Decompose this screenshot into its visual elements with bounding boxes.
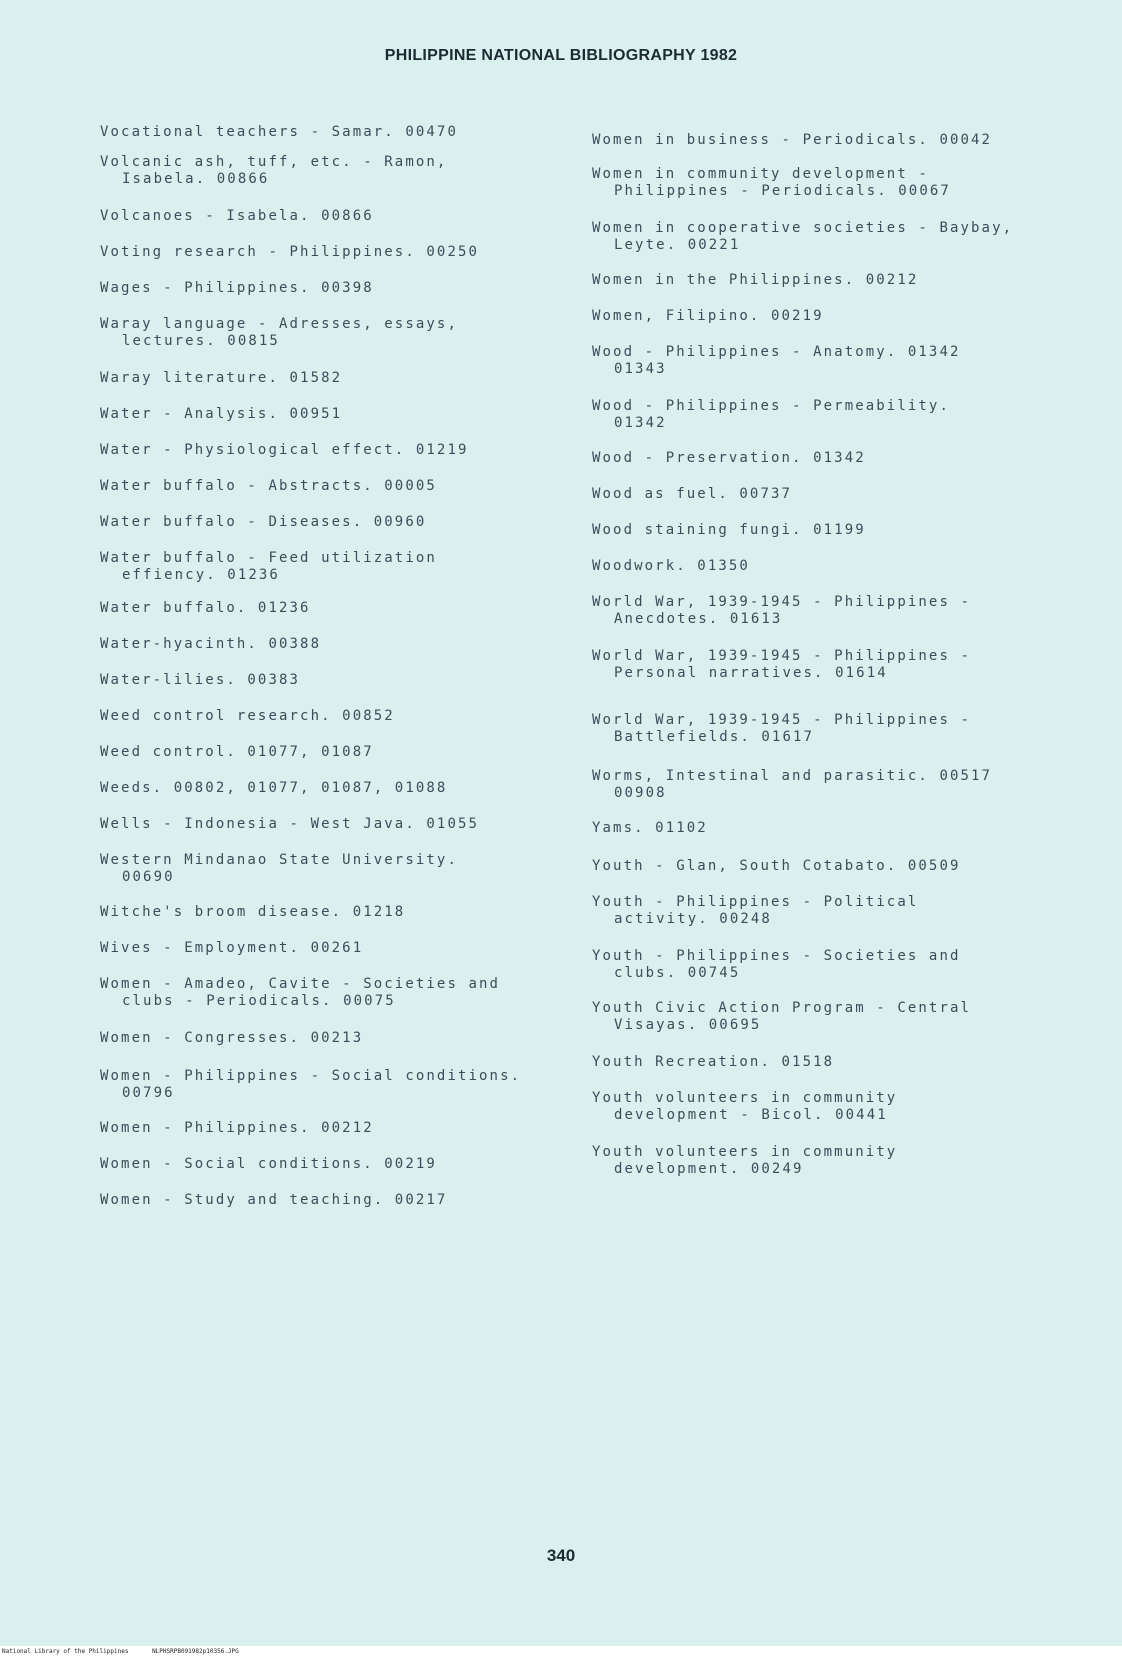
entry-heading: Women, Filipino. 00219 — [592, 308, 824, 324]
index-entry — [100, 478, 437, 495]
entry-continuation: Visayas. 00695 — [614, 1017, 762, 1033]
entry-heading: Women - Congresses. 00213 — [100, 1030, 364, 1046]
index-entry — [592, 594, 971, 628]
entry-heading: Yams. 01102 — [592, 820, 708, 836]
index-entry — [592, 648, 971, 682]
index-entry — [100, 780, 447, 797]
entry-heading: World War, 1939-1945 - Philippines - — [592, 594, 972, 610]
entry-continuation: lectures. 00815 — [122, 333, 280, 349]
entry-heading: Youth Recreation. 01518 — [592, 1054, 835, 1070]
index-entry — [100, 1030, 363, 1047]
index-entry — [100, 514, 426, 531]
entry-heading: Waray literature. 01582 — [100, 370, 343, 386]
index-entry — [592, 450, 866, 467]
entry-heading: Voting research - Philippines. 00250 — [100, 244, 480, 260]
entry-heading: Women - Amadeo, Cavite - Societies and — [100, 976, 501, 992]
index-entry — [100, 316, 458, 350]
entry-heading: Women - Philippines - Social conditions. — [100, 1068, 522, 1084]
entry-continuation: development. 00249 — [614, 1161, 804, 1177]
entry-heading: Youth - Glan, South Cotabato. 00509 — [592, 858, 961, 874]
entry-heading: Wood as fuel. 00737 — [592, 486, 793, 502]
entry-heading: Witche's broom disease. 01218 — [100, 904, 406, 920]
index-entry — [592, 1090, 897, 1124]
index-entry — [100, 708, 395, 725]
index-entry — [592, 398, 950, 432]
index-entry — [592, 558, 750, 575]
entry-continuation: 01343 — [614, 361, 667, 377]
entry-heading: Women in the Philippines. 00212 — [592, 272, 919, 288]
index-entry — [100, 442, 469, 459]
entry-continuation: Leyte. 00221 — [614, 237, 741, 253]
entry-heading: Weed control. 01077, 01087 — [100, 744, 374, 760]
entry-continuation: activity. 00248 — [614, 911, 772, 927]
index-entry — [100, 976, 500, 1010]
index-entry — [592, 820, 708, 837]
entry-continuation: Philippines - Periodicals. 00067 — [614, 183, 951, 199]
index-entry — [100, 154, 447, 188]
entry-heading: Wood - Philippines - Anatomy. 01342 — [592, 344, 961, 360]
index-entry — [592, 132, 992, 149]
entry-heading: Youth Civic Action Program - Central — [592, 1000, 972, 1016]
index-entry — [100, 744, 374, 761]
entry-heading: Wood - Philippines - Permeability. — [592, 398, 950, 414]
index-entry — [592, 858, 961, 875]
footer-file: NLPHSRPB091982p10356.JPG — [152, 1648, 239, 1655]
index-entry — [592, 486, 792, 503]
page-number: 340 — [546, 1546, 576, 1565]
entry-heading: Youth volunteers in community — [592, 1144, 898, 1160]
index-entry — [100, 600, 311, 617]
index-entry — [592, 220, 1013, 254]
entry-heading: Wives - Employment. 00261 — [100, 940, 364, 956]
index-entry — [592, 894, 918, 928]
index-entry — [100, 672, 300, 689]
entry-heading: Western Mindanao State University. — [100, 852, 458, 868]
entry-heading: Youth - Philippines - Political — [592, 894, 919, 910]
entry-heading: Women in cooperative societies - Baybay, — [592, 220, 1014, 236]
entry-heading: Worms, Intestinal and parasitic. 00517 — [592, 768, 993, 784]
index-entry — [100, 1192, 447, 1209]
index-entry — [100, 550, 437, 584]
index-entry — [100, 280, 374, 297]
index-entry — [592, 522, 866, 539]
entry-heading: World War, 1939-1945 - Philippines - — [592, 648, 972, 664]
entry-continuation: clubs. 00745 — [614, 965, 741, 981]
entry-heading: Wood staining fungi. 01199 — [592, 522, 866, 538]
index-entry — [592, 712, 971, 746]
entry-heading: Water-lilies. 00383 — [100, 672, 301, 688]
index-entry — [100, 904, 405, 921]
entry-heading: Water buffalo - Diseases. 00960 — [100, 514, 427, 530]
entry-heading: Women - Study and teaching. 00217 — [100, 1192, 448, 1208]
entry-continuation: 00796 — [122, 1085, 175, 1101]
index-entry — [100, 124, 458, 141]
index-entry — [100, 940, 363, 957]
entry-continuation: Isabela. 00866 — [122, 171, 270, 187]
index-entry — [592, 1054, 834, 1071]
entry-heading: Vocational teachers - Samar. 00470 — [100, 124, 458, 140]
index-entry — [100, 208, 374, 225]
entry-heading: Women in business - Periodicals. 00042 — [592, 132, 993, 148]
entry-heading: Water-hyacinth. 00388 — [100, 636, 322, 652]
entry-heading: Waray language - Adresses, essays, — [100, 316, 458, 332]
entry-heading: Woodwork. 01350 — [592, 558, 750, 574]
page-title: PHILIPPINE NATIONAL BIBLIOGRAPHY 1982 — [384, 47, 738, 64]
entry-continuation: Personal narratives. 01614 — [614, 665, 888, 681]
entry-continuation: Anecdotes. 01613 — [614, 611, 783, 627]
entry-heading: Water - Analysis. 00951 — [100, 406, 343, 422]
index-entry — [100, 1156, 437, 1173]
entry-continuation: development - Bicol. 00441 — [614, 1107, 888, 1123]
index-entry — [592, 308, 824, 325]
entry-continuation: 00908 — [614, 785, 667, 801]
entry-continuation: 00690 — [122, 869, 175, 885]
entry-heading: Wood - Preservation. 01342 — [592, 450, 866, 466]
index-entry — [100, 1068, 521, 1102]
index-entry — [592, 1144, 897, 1178]
index-entry — [592, 344, 961, 378]
index-entry — [100, 406, 342, 423]
entry-heading: Women - Social conditions. 00219 — [100, 1156, 437, 1172]
entry-heading: World War, 1939-1945 - Philippines - — [592, 712, 972, 728]
entry-heading: Volcanoes - Isabela. 00866 — [100, 208, 374, 224]
entry-heading: Volcanic ash, tuff, etc. - Ramon, — [100, 154, 448, 170]
entry-heading: Water - Physiological effect. 01219 — [100, 442, 469, 458]
index-entry — [100, 370, 342, 387]
index-entry — [592, 1000, 971, 1034]
entry-heading: Wells - Indonesia - West Java. 01055 — [100, 816, 480, 832]
entry-heading: Women - Philippines. 00212 — [100, 1120, 374, 1136]
index-entry — [100, 852, 458, 886]
entry-continuation: clubs - Periodicals. 00075 — [122, 993, 396, 1009]
index-entry — [100, 1120, 374, 1137]
entry-heading: Youth - Philippines - Societies and — [592, 948, 961, 964]
entry-continuation: effiency. 01236 — [122, 567, 280, 583]
index-entry — [592, 272, 918, 289]
index-entry — [592, 768, 992, 802]
index-entry — [592, 948, 961, 982]
entry-heading: Weed control research. 00852 — [100, 708, 395, 724]
entry-heading: Wages - Philippines. 00398 — [100, 280, 374, 296]
index-entry — [100, 816, 479, 833]
entry-heading: Youth volunteers in community — [592, 1090, 898, 1106]
footer-library: National Library of the Philippines — [2, 1648, 129, 1655]
entry-heading: Water buffalo. 01236 — [100, 600, 311, 616]
index-entry — [100, 244, 479, 261]
index-entry — [100, 636, 321, 653]
entry-heading: Weeds. 00802, 01077, 01087, 01088 — [100, 780, 448, 796]
entry-continuation: 01342 — [614, 415, 667, 431]
entry-heading: Water buffalo - Feed utilization — [100, 550, 437, 566]
entry-heading: Women in community development - — [592, 166, 929, 182]
index-entry — [592, 166, 951, 200]
footer — [2, 1648, 259, 1655]
entry-heading: Water buffalo - Abstracts. 00005 — [100, 478, 437, 494]
entry-continuation: Battlefields. 01617 — [614, 729, 815, 745]
